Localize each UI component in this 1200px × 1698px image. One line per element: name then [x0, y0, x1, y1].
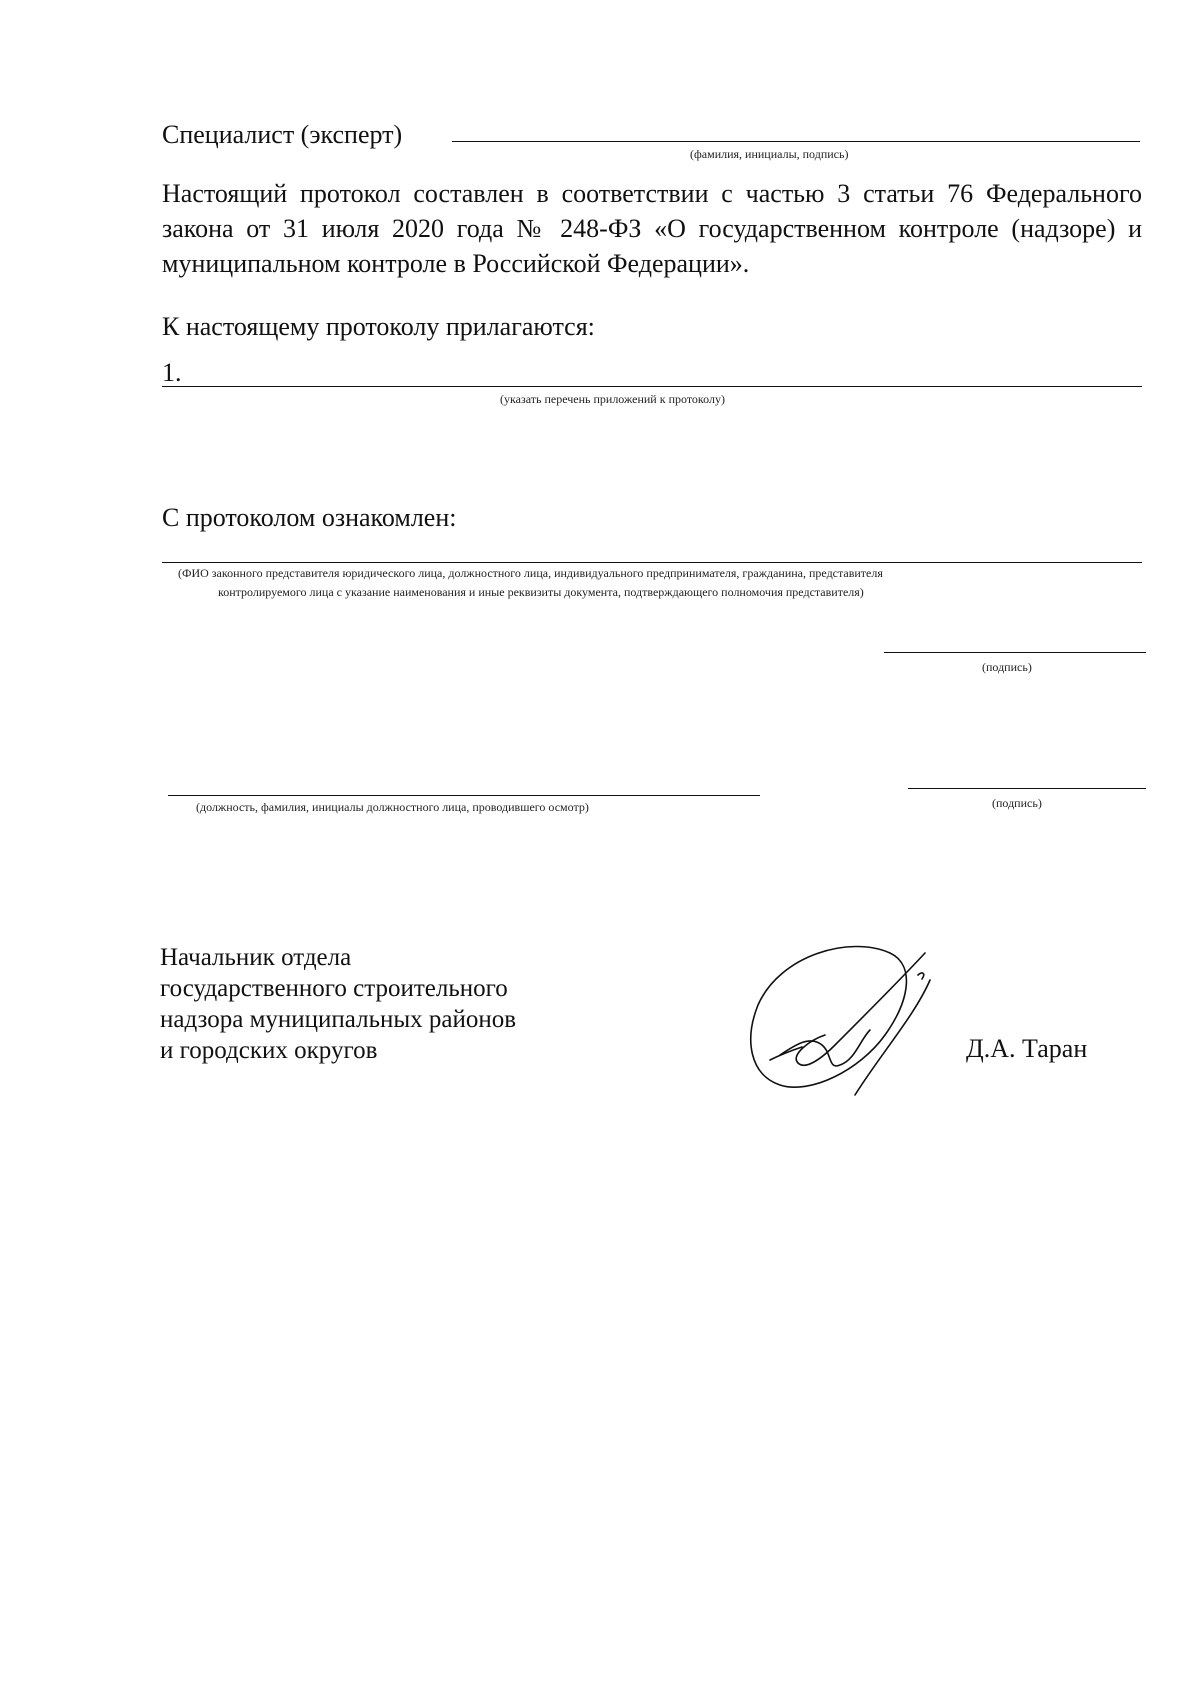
acquainted-caption-line2: контролируемого лица с указание наименования и иные реквизиты документа, подтверждающего полномочия представителя) — [218, 585, 864, 599]
specialist-signature-line — [452, 141, 1140, 142]
signatory-title-line: государственного строительного — [160, 975, 508, 1002]
attachments-caption: (указать перечень приложений к протоколу) — [500, 392, 725, 406]
acquainted-signature-caption: (подпись) — [982, 660, 1032, 674]
acquainted-signature-line — [884, 652, 1146, 653]
inspector-caption: (должность, фамилия, инициалы должностного лица, проводившего осмотр) — [196, 800, 589, 814]
handwritten-signature — [740, 935, 960, 1105]
protocol-basis-paragraph: Настоящий протокол составлен в соответствии с частью 3 статьи 76 Федерального закона от 31 июля 2020 года № 248-ФЗ «О государственном контроле (надзоре) и муниципальном контроле в Российской Федерации». — [162, 179, 1142, 278]
signatory-title-line: надзора муниципальных районов — [160, 1006, 517, 1033]
signatory-title — [160, 942, 516, 1066]
inspector-line — [168, 795, 760, 796]
signatory-name: Д.А. Таран — [966, 1034, 1088, 1063]
acquainted-caption-line1: (ФИО законного представителя юридического лица, должностного лица, индивидуального предпринимателя, гражданина, представителя — [178, 566, 883, 580]
inspector-signature-line — [908, 788, 1146, 789]
inspector-signature-caption: (подпись) — [992, 796, 1042, 810]
specialist-caption: (фамилия, инициалы, подпись) — [690, 147, 849, 161]
acquainted-line — [162, 562, 1142, 563]
attachments-heading: К настоящему протоколу прилагаются: — [162, 312, 595, 341]
signatory-title-line: Начальник отдела — [160, 944, 352, 971]
signatory-title-line: и городских округов — [160, 1037, 378, 1064]
specialist-label: Специалист (эксперт) — [162, 120, 403, 149]
acquainted-heading: С протоколом ознакомлен: — [162, 503, 457, 532]
attachment-item-number: 1. — [162, 358, 182, 387]
attachments-line — [162, 386, 1142, 387]
